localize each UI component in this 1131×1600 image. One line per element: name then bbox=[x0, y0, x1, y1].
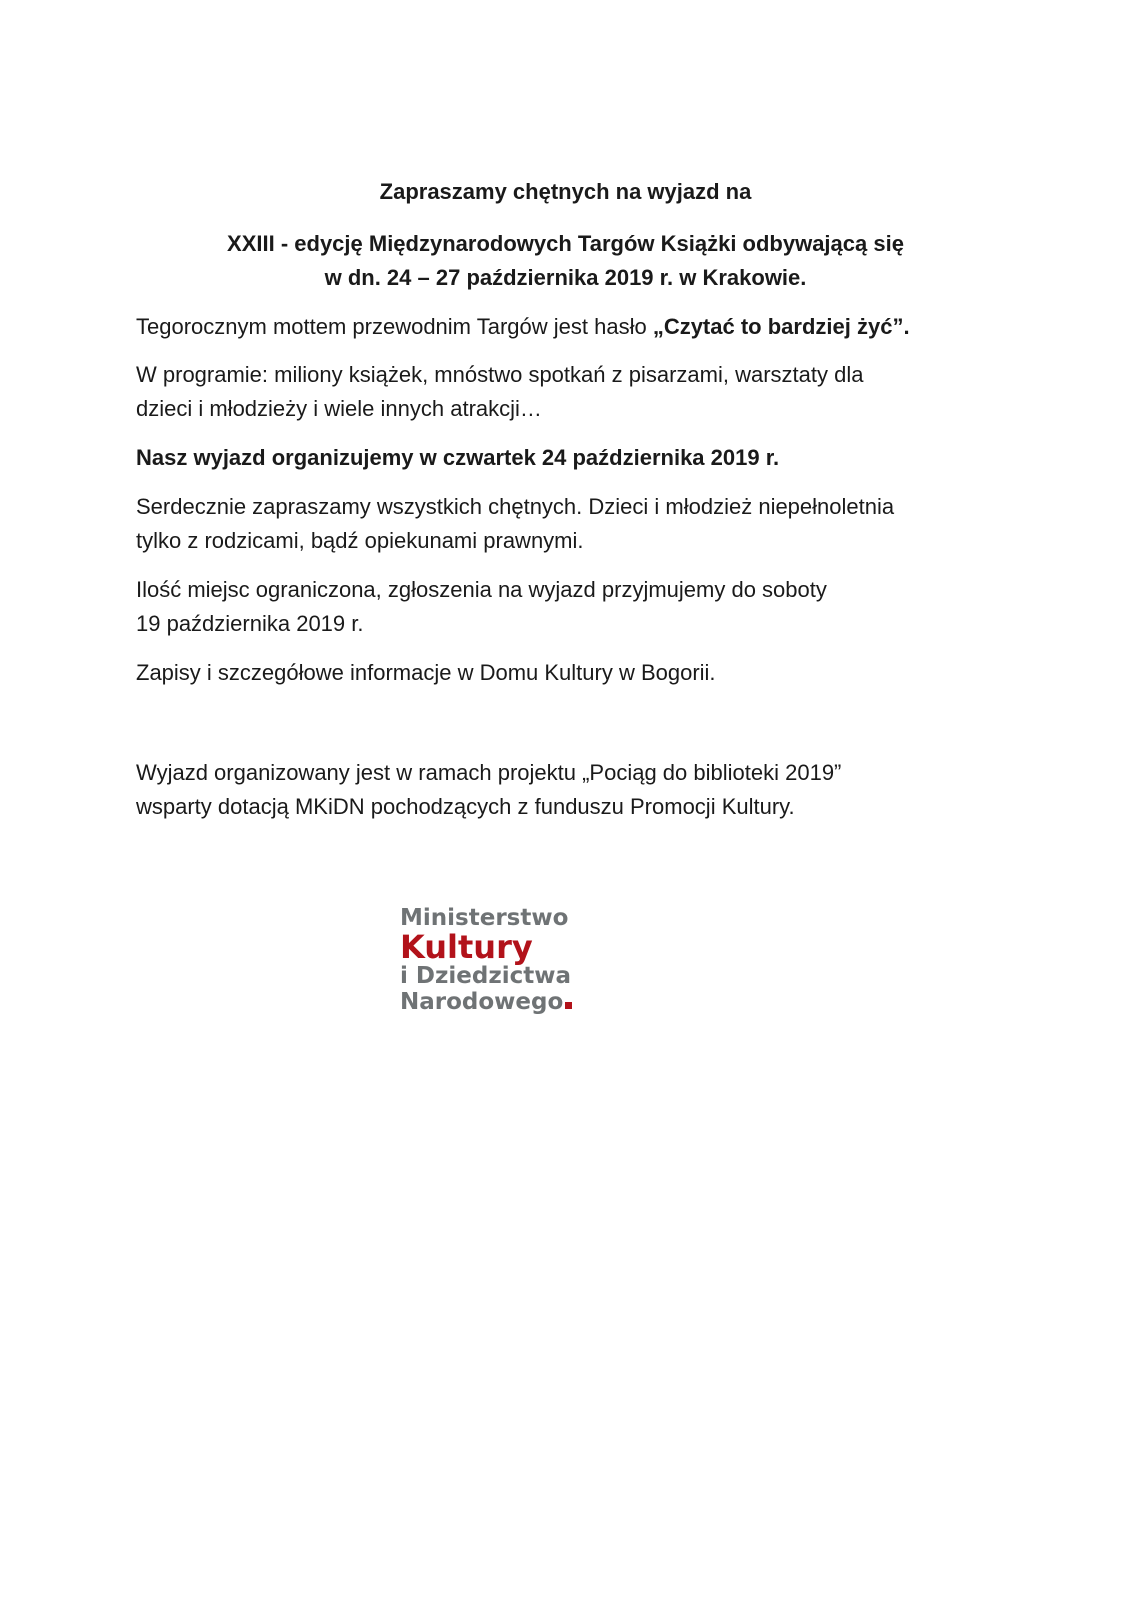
program-line-1: W programie: miliony książek, mnóstwo spotkań z pisarzami, warsztaty dla bbox=[136, 362, 864, 387]
heading-line-2: XXIII - edycję Międzynarodowych Targów Książki odbywającą się bbox=[227, 231, 904, 256]
logo-red-square bbox=[565, 1002, 572, 1009]
registration-line-1: Ilość miejsc ograniczona, zgłoszenia na wyjazd przyjmujemy do soboty bbox=[136, 577, 827, 602]
logo-line-narodowego-wrap bbox=[400, 989, 660, 1015]
project-line-1: Wyjazd organizowany jest w ramach projektu „Pociąg do biblioteki 2019” bbox=[136, 760, 842, 785]
ministry-logo bbox=[400, 905, 660, 1015]
signup-info: Zapisy i szczegółowe informacje w Domu Kultury w Bogorii. bbox=[136, 660, 716, 685]
motto-slogan: „Czytać to bardziej żyć”. bbox=[652, 314, 910, 339]
motto-paragraph bbox=[136, 310, 1016, 344]
registration-line-2: 19 października 2019 r. bbox=[136, 611, 364, 636]
logo-line-narodowego: Narodowego bbox=[400, 989, 564, 1015]
program-line-2: dzieci i młodzieży i wiele innych atrakcji… bbox=[136, 396, 542, 421]
project-line-2: wsparty dotacją MKiDN pochodzących z funduszu Promocji Kultury. bbox=[136, 794, 795, 819]
heading-line-3: w dn. 24 – 27 października 2019 r. w Krakowie. bbox=[324, 265, 807, 290]
logo-line-ministerstwo: Ministerstwo bbox=[400, 905, 569, 931]
invitation-line-1: Serdecznie zapraszamy wszystkich chętnych. Dzieci i młodzież niepełnoletnia bbox=[136, 494, 895, 519]
logo-line-dziedzictwa: i Dziedzictwa bbox=[400, 963, 571, 989]
logo-line-kultury: Kultury bbox=[400, 928, 533, 966]
invitation-line-2: tylko z rodzicami, bądź opiekunami prawnymi. bbox=[136, 528, 584, 553]
motto-prefix: Tegorocznym mottem przewodnim Targów jest hasło bbox=[136, 314, 653, 339]
trip-date: Nasz wyjazd organizujemy w czwartek 24 października 2019 r. bbox=[136, 445, 780, 470]
heading-line-1: Zapraszamy chętnych na wyjazd na bbox=[379, 179, 752, 204]
